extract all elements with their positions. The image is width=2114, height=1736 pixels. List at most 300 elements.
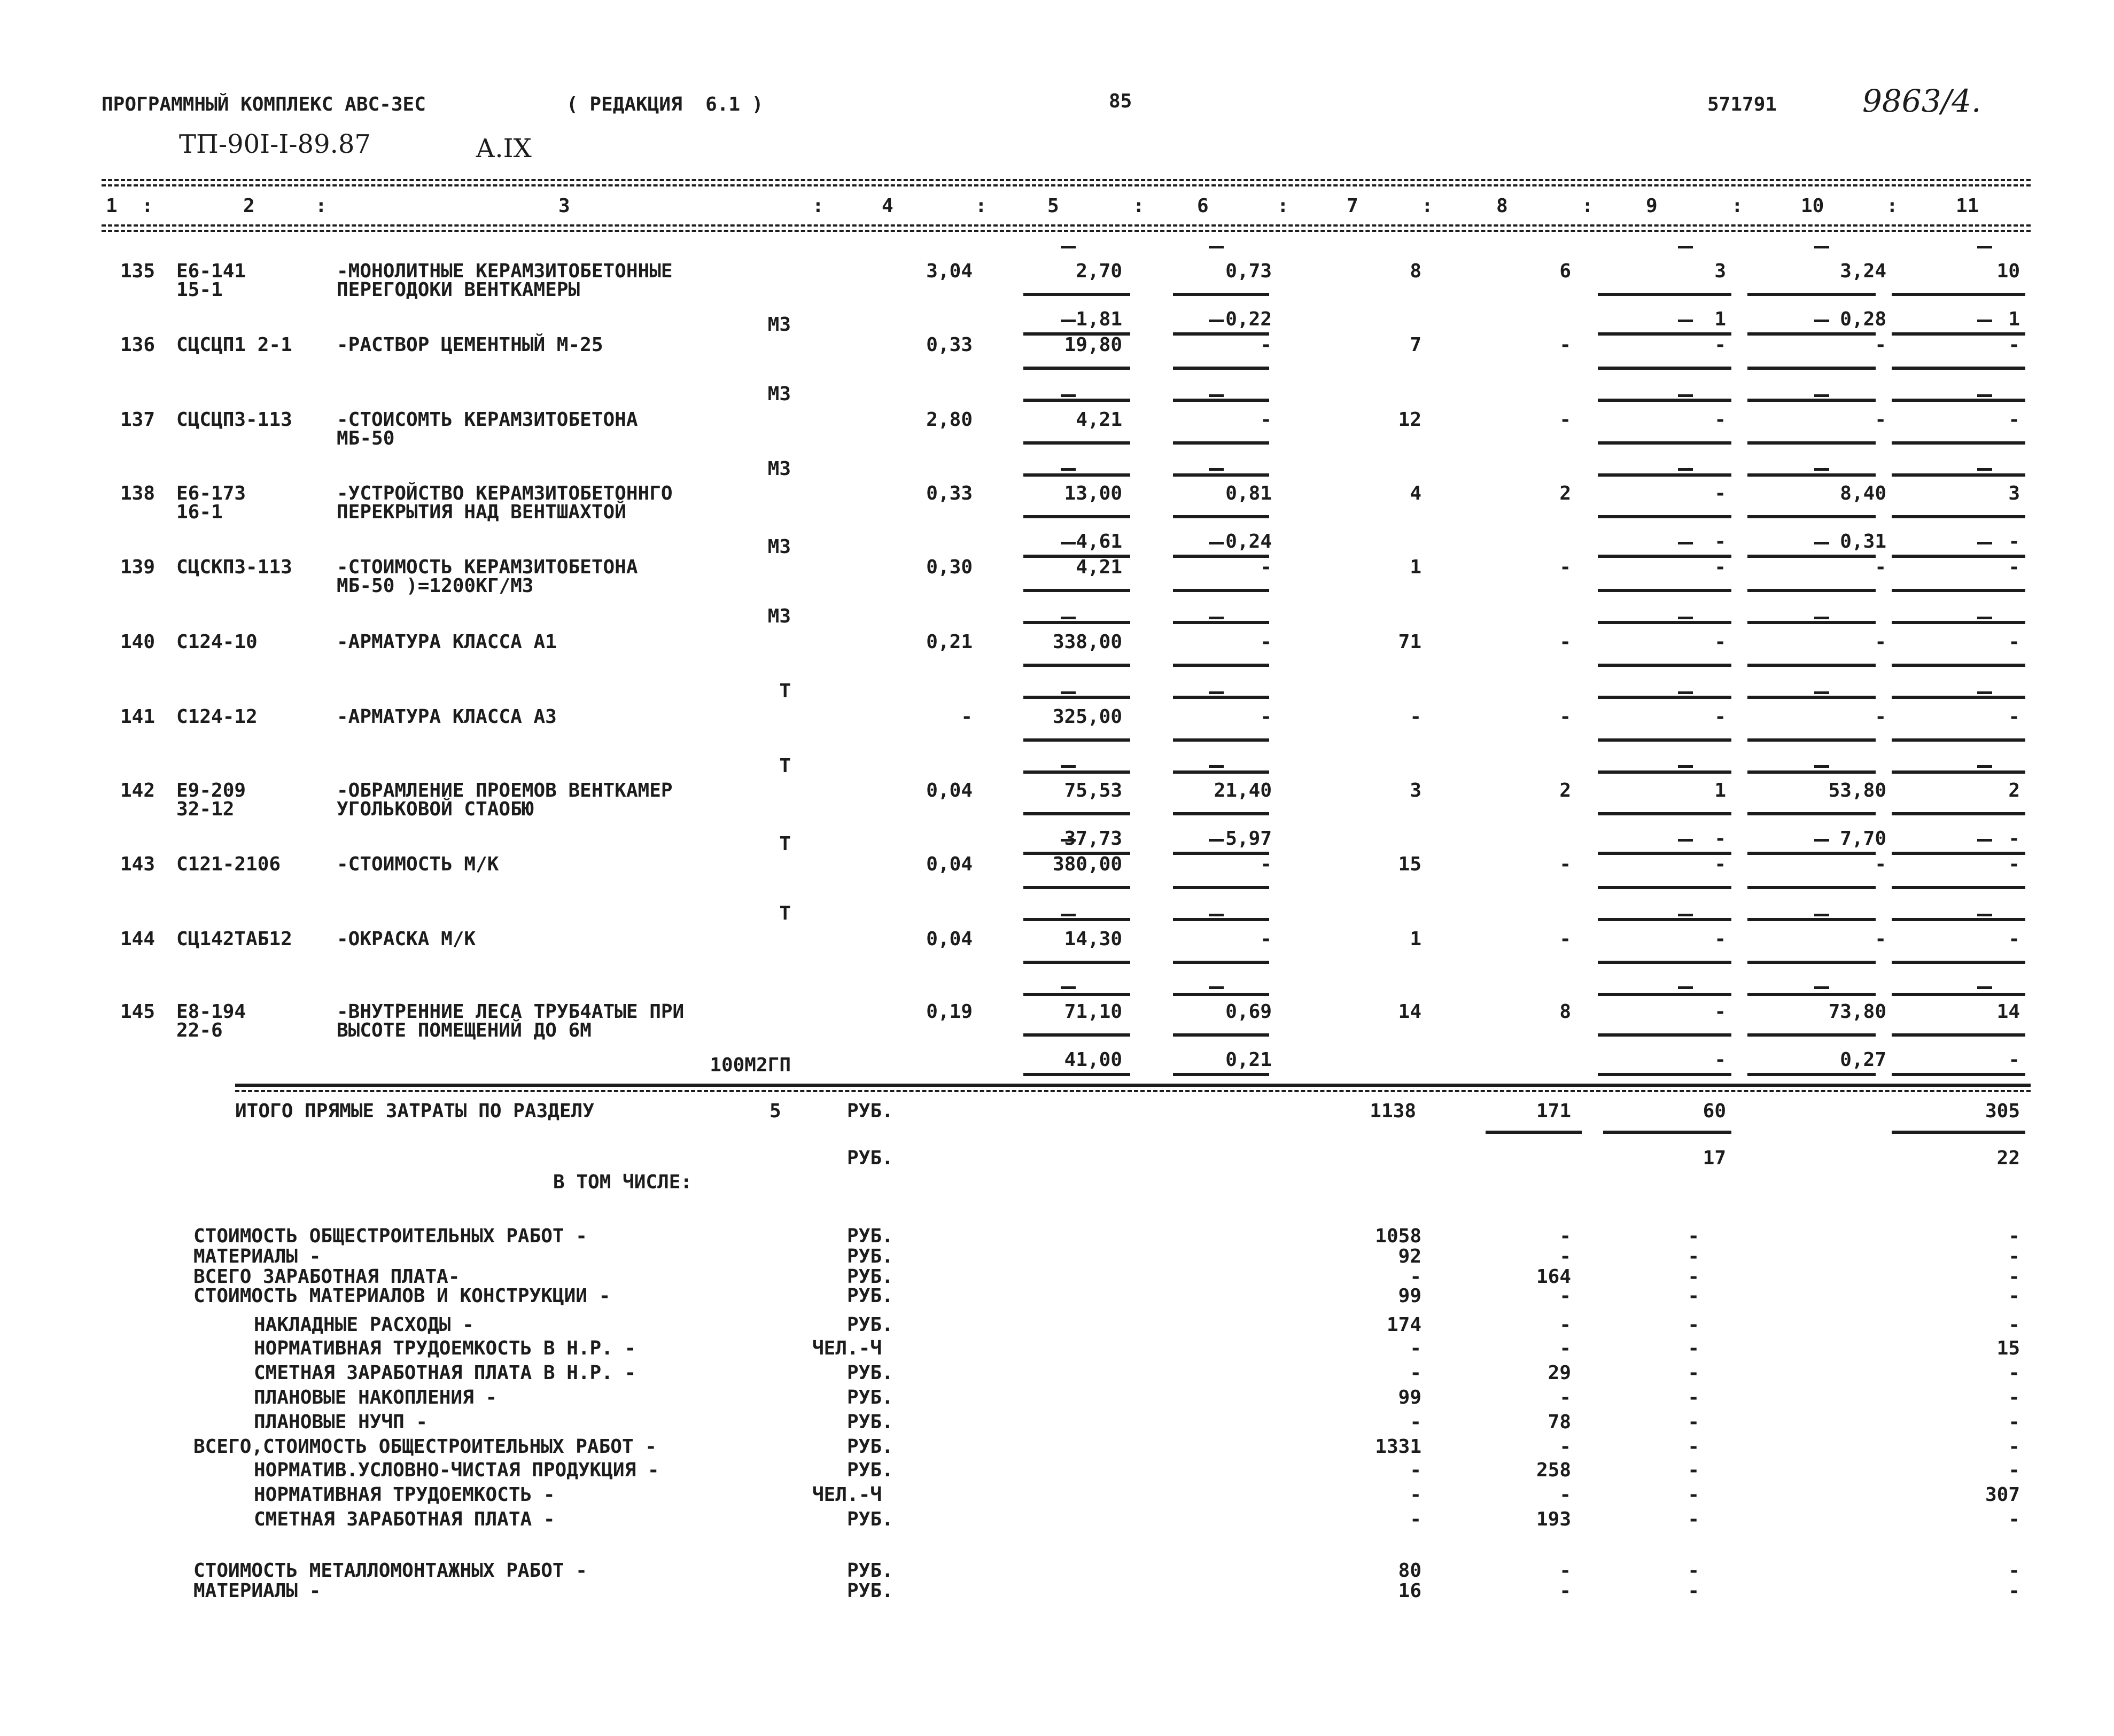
row-description: -ОБРАМЛЕНИЕ ПРОЕМОВ ВЕНТКАМЕР [337,780,673,801]
row-col5: 4,21 [1076,409,1122,431]
col10-rule-2 [1747,770,1876,774]
row-col7: 1 [1410,556,1421,578]
row-col5: 13,00 [1064,482,1122,504]
row-col9: - [1714,482,1726,504]
col6-rule-2 [1173,696,1269,699]
row-description: -АРМАТУРА КЛАССА А1 [337,631,557,653]
row-col9: - [1714,409,1726,431]
total-top-rule [235,1084,2031,1087]
overbar [1209,468,1224,471]
col11-rule [1892,367,2025,370]
row-col7: 71 [1398,631,1421,653]
col5-rule [1023,738,1130,742]
col5-rule-2 [1023,473,1130,477]
row-col11: - [2008,853,2020,875]
col6-rule [1173,961,1269,964]
col9-rule [1598,589,1731,592]
col6-rule-2 [1173,1073,1269,1076]
row-col11: - [2008,928,2020,950]
col6-rule-2 [1173,993,1269,996]
summary-col11: - [2008,1459,2020,1481]
col11-rule-2 [1892,399,2025,402]
overbar [1061,691,1076,694]
summary-label: МАТЕРИАЛЫ - [193,1245,321,1267]
row-col11: 3 [2008,482,2020,504]
overbar [1814,468,1829,471]
column-header-8: 8 [1496,195,1508,217]
column-header-2: 2 [243,195,255,217]
summary-col11: - [2008,1225,2020,1247]
row-col11: - [2008,556,2020,578]
row-col5: 325,00 [1052,706,1122,728]
summary-label: ПЛАНОВЫЕ НАКОПЛЕНИЯ - [254,1387,498,1408]
row-code: С124-10 [176,631,258,653]
row-col4: 3,04 [926,260,973,282]
col11-rule [1892,441,2025,445]
col5-rule-2 [1023,399,1130,402]
header-top-rule [102,179,2031,181]
summary-col9: - [1688,1459,1699,1481]
row-description: -РАСТВОР ЦЕМЕНТНЫЙ М-25 [337,334,603,356]
row-number: 145 [120,1001,156,1023]
summary-label: НОРМАТИВНАЯ ТРУДОЕМКОСТЬ - [254,1484,555,1506]
col11-rule [1892,1033,2025,1037]
row-col8: 2 [1559,482,1571,504]
header-top-rule-2 [102,184,2031,186]
column-header-10: 10 [1801,195,1824,217]
summary-col8: - [1559,1387,1571,1408]
summary-col7: 1058 [1375,1225,1421,1247]
summary-unit: РУБ. [847,1580,893,1602]
row-col5: 19,80 [1064,334,1122,356]
col9-rule-2 [1598,473,1731,477]
row-col7: 12 [1398,409,1421,431]
summary-unit: РУБ. [847,1245,893,1267]
col5-rule-2 [1023,621,1130,624]
summary-col8: - [1559,1484,1571,1506]
total-label: ИТОГО ПРЯМЫЕ ЗАТРАТЫ ПО РАЗДЕЛУ [235,1100,594,1122]
col5-rule [1023,886,1130,889]
row-col8: - [1559,706,1571,728]
col9-rule-2 [1598,696,1731,699]
col9-rule-2 [1598,770,1731,774]
summary-col11: - [2008,1387,2020,1408]
row-number: 141 [120,706,156,728]
summary-col7: 174 [1386,1314,1421,1336]
row-col7: - [1410,706,1421,728]
row-description: -УСТРОЙСТВО КЕРАМЗИТОБЕТОННГО [337,482,673,504]
row-col10: 53,80 [1828,780,1886,801]
summary-col9: - [1688,1314,1699,1336]
summary-col8: 193 [1536,1508,1571,1530]
row-col9: 1 [1714,780,1726,801]
row-code: СЦСЦП3-113 [176,409,292,431]
column-separator: : [315,195,327,217]
row-col5: 75,53 [1064,780,1122,801]
overbar [1814,320,1829,322]
overbar [1678,542,1693,544]
summary-col9: - [1688,1484,1699,1506]
row-col10-sub: 7,70 [1840,828,1886,850]
col9-rule [1598,886,1731,889]
row-col10: - [1875,334,1886,356]
row-col8: - [1559,631,1571,653]
row-description: -АРМАТУРА КЛАССА А3 [337,706,557,728]
col10-rule-2 [1747,399,1876,402]
row-col11-sub: - [2008,1049,2020,1071]
summary-col7: - [1410,1411,1421,1433]
row-description-2: МБ-50 [337,427,395,449]
summary-label: НОРМАТИВНАЯ ТРУДОЕМКОСТЬ В Н.Р. - [254,1337,636,1359]
row-number: 135 [120,260,156,282]
summary-col9: - [1688,1337,1699,1359]
row-unit: Т [779,833,791,855]
row-col6-sub: 0,21 [1225,1049,1272,1071]
row-col9: - [1714,853,1726,875]
row-col8: - [1559,928,1571,950]
summary-col7: 99 [1398,1387,1421,1408]
row-col9-sub: - [1714,531,1726,552]
overbar [1814,617,1829,619]
col11-rule [1892,886,2025,889]
summary-col9: - [1688,1580,1699,1602]
summary-label: ВСЕГО,СТОИМОСТЬ ОБЩЕСТРОИТЕЛЬНЫХ РАБОТ - [193,1436,657,1458]
row-col8: 2 [1559,780,1571,801]
row-col9: - [1714,928,1726,950]
row-col6: - [1260,334,1272,356]
col11-rule-2 [1892,1073,2025,1076]
overbar [1977,246,1992,248]
col10-rule [1747,664,1876,667]
overbar [1678,320,1693,322]
row-number: 137 [120,409,156,431]
summary-col7: 80 [1398,1560,1421,1582]
row-col10: 73,80 [1828,1001,1886,1023]
row-col11-sub: - [2008,828,2020,850]
row-col10: 8,40 [1840,482,1886,504]
total-col11: 305 [1985,1100,2020,1122]
row-description: -ВНУТРЕННИЕ ЛЕСА ТРУБ4АТЫЕ ПРИ [337,1001,685,1023]
overbar [1209,320,1224,322]
row-col5: 4,21 [1076,556,1122,578]
row-col9: - [1714,631,1726,653]
row-unit: Т [779,755,791,777]
header-bottom-rule [102,224,2031,227]
code-number: 571791 [1707,94,1777,115]
summary-label: МАТЕРИАЛЫ - [193,1580,321,1602]
row-col5-sub: 4,61 [1076,531,1122,552]
col11-rule-2 [1892,770,2025,774]
overbar [1678,986,1693,989]
col11-rule-2 [1892,918,2025,921]
row-col10-sub: 0,27 [1840,1049,1886,1071]
column-header-5: 5 [1047,195,1059,217]
row-col9: - [1714,334,1726,356]
col9-rule-2 [1598,399,1731,402]
col5-rule [1023,961,1130,964]
col9-rule [1598,961,1731,964]
column-header-7: 7 [1347,195,1358,217]
overbar [1209,691,1224,694]
summary-col11: - [2008,1508,2020,1530]
row-col5-sub: 41,00 [1064,1049,1122,1071]
row-col8: 6 [1559,260,1571,282]
row-description: -ОКРАСКА М/К [337,928,476,950]
summary-label: НОРМАТИВ.УСЛОВНО-ЧИСТАЯ ПРОДУКЦИЯ - [254,1459,659,1481]
row-code: СЦ142ТАБ12 [176,928,292,950]
row-col11-sub: 1 [2008,308,2020,330]
overbar [1977,765,1992,768]
row-col4: 0,33 [926,482,973,504]
overbar [1061,986,1076,989]
col5-rule [1023,589,1130,592]
header-bottom-rule-2 [102,230,2031,232]
row-col7: 14 [1398,1001,1421,1023]
col6-rule [1173,293,1269,296]
col5-rule [1023,293,1130,296]
col10-rule-2 [1747,621,1876,624]
row-description: -СТОИМОСТЬ М/К [337,853,499,875]
row-col7: 8 [1410,260,1421,282]
column-header-11: 11 [1956,195,1979,217]
column-separator: : [142,195,153,217]
summary-label: ПЛАНОВЫЕ НУЧП - [254,1411,428,1433]
overbar [1061,542,1076,544]
overbar [1209,765,1224,768]
row-col9: 3 [1714,260,1726,282]
row-col9: - [1714,706,1726,728]
overbar [1209,394,1224,397]
col9-rule [1598,1033,1731,1037]
summary-col8: 29 [1548,1362,1571,1384]
summary-col11: 307 [1985,1484,2020,1506]
row-code: Е6-141 [176,260,246,282]
summary-label: СТОИМОСТЬ МЕТАЛЛОМОНТАЖНЫХ РАБОТ - [193,1560,587,1582]
row-code-2: 22-6 [176,1019,223,1041]
col11-rule [1892,589,2025,592]
summary-label: НАКЛАДНЫЕ РАСХОДЫ - [254,1314,474,1336]
summary-col9: - [1688,1266,1699,1288]
overbar [1814,765,1829,768]
overbar [1977,394,1992,397]
row-col7: 3 [1410,780,1421,801]
summary-col11: - [2008,1560,2020,1582]
col6-rule [1173,738,1269,742]
summary-col7: - [1410,1266,1421,1288]
summary-col11: - [2008,1266,2020,1288]
row-col4: - [961,706,973,728]
row-unit: М3 [767,458,791,480]
row-col4: 0,30 [926,556,973,578]
total-col9: 60 [1703,1100,1726,1122]
summary-unit: РУБ. [847,1411,893,1433]
summary-unit: ЧЕЛ.-Ч [812,1484,882,1506]
row-col9: - [1714,556,1726,578]
summary-label: СТОИМОСТЬ МАТЕРИАЛОВ И КОНСТРУКЦИИ - [193,1285,611,1307]
row-col9: - [1714,1001,1726,1023]
row-code-2: 15-1 [176,279,223,301]
col10-rule [1747,886,1876,889]
col11-rule [1892,961,2025,964]
overbar [1814,246,1829,248]
overbar [1209,617,1224,619]
row-col6-sub: 5,97 [1225,828,1272,850]
row-number: 140 [120,631,156,653]
row-col10: 3,24 [1840,260,1886,282]
row-description: -СТОИСОМТЬ КЕРАМЗИТОБЕТОНА [337,409,638,431]
summary-col8: - [1559,1337,1571,1359]
row-number: 138 [120,482,156,504]
total-col9-b: 17 [1703,1147,1726,1169]
summary-col8: - [1559,1314,1571,1336]
col11-rule-2 [1892,473,2025,477]
row-code: СЦСКП3-113 [176,556,292,578]
summary-unit: РУБ. [847,1285,893,1307]
row-col9-sub: - [1714,828,1726,850]
col11-rule [1892,293,2025,296]
col11-rule-2 [1892,993,2025,996]
col9-rule-2 [1598,1073,1731,1076]
summary-unit: РУБ. [847,1225,893,1247]
summary-col9: - [1688,1560,1699,1582]
col10-rule [1747,589,1876,592]
summary-col8: 164 [1536,1266,1571,1288]
overbar [1061,914,1076,916]
column-separator: : [812,195,824,217]
row-col7: 15 [1398,853,1421,875]
overbar [1209,246,1224,248]
row-col11: - [2008,409,2020,431]
summary-col9: - [1688,1411,1699,1433]
col9-rule [1598,738,1731,742]
summary-col7: 99 [1398,1285,1421,1307]
summary-col11: - [2008,1580,2020,1602]
overbar [1977,986,1992,989]
row-col5: 338,00 [1052,631,1122,653]
row-description-2: МБ-50 )=1200КГ/М3 [337,575,534,597]
row-col8: 8 [1559,1001,1571,1023]
col9-rule [1598,515,1731,518]
overbar [1977,542,1992,544]
row-col6: - [1260,409,1272,431]
column-header-4: 4 [882,195,893,217]
total-col11-rule [1892,1131,2025,1134]
row-col11: 14 [1996,1001,2020,1023]
column-separator: : [975,195,987,217]
col5-rule-2 [1023,918,1130,921]
col9-rule [1598,293,1731,296]
row-col6-sub: 0,24 [1225,531,1272,552]
summary-col9: - [1688,1245,1699,1267]
column-header-6: 6 [1197,195,1209,217]
summary-col11: - [2008,1362,2020,1384]
row-code: Е9-209 [176,780,246,801]
overbar [1678,691,1693,694]
row-unit: М3 [767,536,791,558]
summary-col11: - [2008,1314,2020,1336]
col10-rule [1747,1033,1876,1037]
col5-rule [1023,1033,1130,1037]
overbar [1678,617,1693,619]
album-code: А.IX [476,134,532,164]
total-unit-2: РУБ. [847,1147,893,1169]
row-description-2: УГОЛЬКОВОЙ СТАОБЮ [337,798,534,820]
total-col8: 171 [1536,1100,1571,1122]
row-col4: 2,80 [926,409,973,431]
overbar [1209,986,1224,989]
total-col7: 1138 [1370,1100,1416,1122]
col6-rule-2 [1173,473,1269,477]
col11-rule-2 [1892,696,2025,699]
summary-unit: РУБ. [847,1314,893,1336]
col10-rule-2 [1747,696,1876,699]
summary-col7: - [1410,1484,1421,1506]
row-unit: Т [779,902,791,924]
summary-col8: 78 [1548,1411,1571,1433]
row-description-2: ПЕРЕКРЫТИЯ НАД ВЕНТШАХТОЙ [337,501,626,523]
row-unit: М3 [767,383,791,405]
col6-rule [1173,664,1269,667]
overbar [1977,914,1992,916]
overbar [1678,839,1693,842]
row-col10: - [1875,928,1886,950]
col11-rule [1892,738,2025,742]
row-col4: 0,04 [926,853,973,875]
row-col4: 0,21 [926,631,973,653]
overbar [1209,914,1224,916]
row-col6: 21,40 [1214,780,1272,801]
summary-col11: 15 [1996,1337,2020,1359]
summary-unit: РУБ. [847,1266,893,1288]
row-unit: М3 [767,314,791,336]
row-col7: 1 [1410,928,1421,950]
project-code: ТП-90I-I-89.87 [179,129,371,159]
overbar [1209,839,1224,842]
col6-rule-2 [1173,399,1269,402]
row-col7: 4 [1410,482,1421,504]
summary-col9: - [1688,1436,1699,1458]
total-col8-rule [1486,1131,1582,1134]
overbar [1977,320,1992,322]
summary-col7: - [1410,1459,1421,1481]
row-col6: 0,69 [1225,1001,1272,1023]
overbar [1814,986,1829,989]
column-header-1: 1 [106,195,118,217]
doc-number: 9863/4. [1862,83,1981,119]
col6-rule [1173,812,1269,815]
overbar [1814,542,1829,544]
summary-col7: 16 [1398,1580,1421,1602]
summary-label: СТОИМОСТЬ ОБЩЕСТРОИТЕЛЬНЫХ РАБОТ - [193,1225,587,1247]
overbar [1678,765,1693,768]
row-col8: - [1559,556,1571,578]
overbar [1977,839,1992,842]
col5-rule [1023,812,1130,815]
row-col5: 380,00 [1052,853,1122,875]
column-header-9: 9 [1646,195,1658,217]
col9-rule-2 [1598,993,1731,996]
row-code: С121-2106 [176,853,281,875]
program-title: ПРОГРАММНЫЙ КОМПЛЕКС АВС-ЗЕС [102,94,426,115]
col9-rule-2 [1598,621,1731,624]
summary-col11: - [2008,1436,2020,1458]
summary-col8: - [1559,1560,1571,1582]
col10-rule [1747,441,1876,445]
row-col4: 0,19 [926,1001,973,1023]
column-separator: : [1886,195,1898,217]
row-col11: 2 [2008,780,2020,801]
col6-rule [1173,589,1269,592]
